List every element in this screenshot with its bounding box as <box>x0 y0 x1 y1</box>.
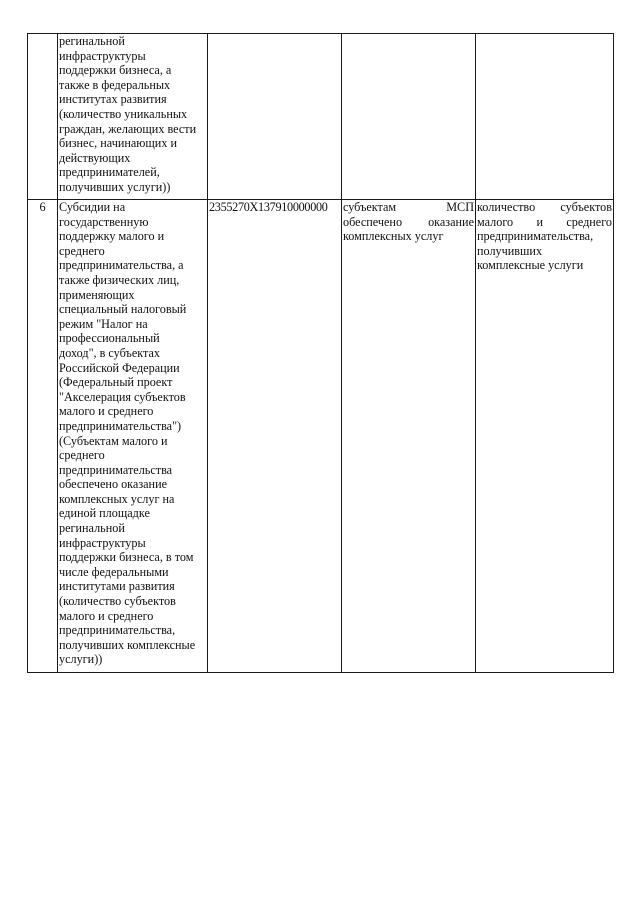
measure-name: Субсидии на государственную поддержку малого и среднего предпринимательства, а также физических лиц, применяющих специальный налоговый режим "Налог на профессиональный доход", в субъектах Российской Федерации (Федеральный проект "Акселерация субъектов малого и среднего предпринимательства") (Субъектам малого и среднего предпринимательства обеспечено оказание комплексных услуг на единой площадке регинальной инфраструктуры поддержки бизнеса, в том числе федеральными институтами развития (количество субъектов малого и среднего предпринимательства, получивших комплексные услуги)) <box>59 200 196 667</box>
table-row <box>28 34 614 200</box>
budget-code: 2355270X137910000000 <box>209 200 328 214</box>
budget-code-cell <box>208 34 342 200</box>
indicator-cell <box>476 34 614 200</box>
indicator-cell <box>476 200 614 673</box>
result-cell <box>342 200 476 673</box>
row-number-cell <box>28 200 58 673</box>
measure-name-cell <box>58 200 208 673</box>
budget-code-cell <box>208 200 342 673</box>
measure-name-cell <box>58 34 208 200</box>
row-number-cell <box>28 34 58 200</box>
row-number: 6 <box>39 200 46 214</box>
result-cell <box>342 34 476 200</box>
result-text: субъектам МСП обеспечено оказание комплексных услуг <box>343 200 474 244</box>
measure-name: регинальной инфраструктуры поддержки бизнеса, а также в федеральных институтах развития (количество уникальных граждан, желающих вести бизнес, начинающих и действующих предпринимателей, получивших услуги)) <box>59 34 197 194</box>
table-row <box>28 200 614 673</box>
subsidy-table <box>27 33 614 673</box>
indicator-text: количество субъектов малого и среднего предпринимательства, получивших комплексные услуги <box>477 200 612 273</box>
